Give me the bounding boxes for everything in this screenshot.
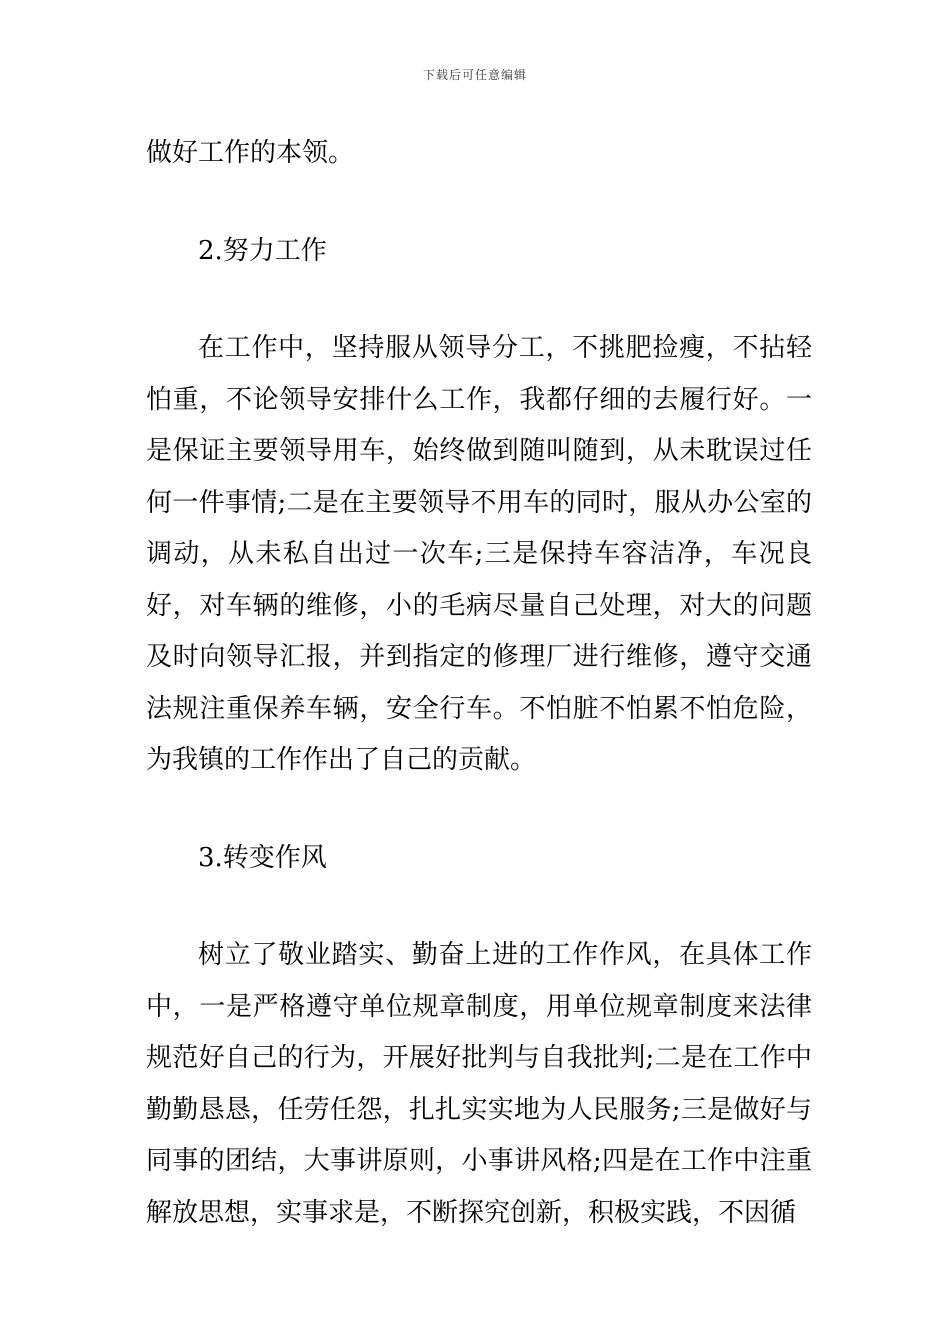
paragraph-gap <box>146 180 812 226</box>
paragraph-gap <box>146 277 812 323</box>
paragraph-gap <box>146 884 812 930</box>
document-body <box>146 128 812 1239</box>
section-heading-work-hard: 2.努力工作 <box>198 235 327 266</box>
paragraph-gap <box>146 787 812 833</box>
section-heading-change-style: 3.转变作风 <box>198 842 327 873</box>
paragraph-work-hard: 在工作中，坚持服从领导分工，不挑肥捡瘦，不拈轻怕重，不论领导安排什么工作，我都仔细的去履行好。一是保证主要领导用车，始终做到随叫随到，从未耽误过任何一件事情;二是在主要领导不用车的同时，服从办公室的调动，从未私自出过一次车;三是保持车容洁净，车况良好，对车辆的维修，小的毛病尽量自己处理，对大的问题及时向领导汇报，并到指定的修理厂进行维修，遵守交通法规注重保养车辆，安全行车。不怕脏不怕累不怕危险，为我镇的工作作出了自己的贡献。 <box>146 333 812 775</box>
paragraph-change-style: 树立了敬业踏实、勤奋上进的工作作风，在具体工作中，一是严格遵守单位规章制度，用单位规章制度来法律规范好自己的行为，开展好批判与自我批判;二是在工作中勤勤恳恳，任劳任怨，扎扎实实地为人民服务;三是做好与同事的团结，大事讲原则，小事讲风格;四是在工作中注重解放思想，实事求是，不断探究创新，积极实践，不因循 <box>146 940 812 1228</box>
paragraph-continued: 做好工作的本领。 <box>146 138 355 168</box>
page-header: 下载后可任意编辑 <box>422 68 527 82</box>
